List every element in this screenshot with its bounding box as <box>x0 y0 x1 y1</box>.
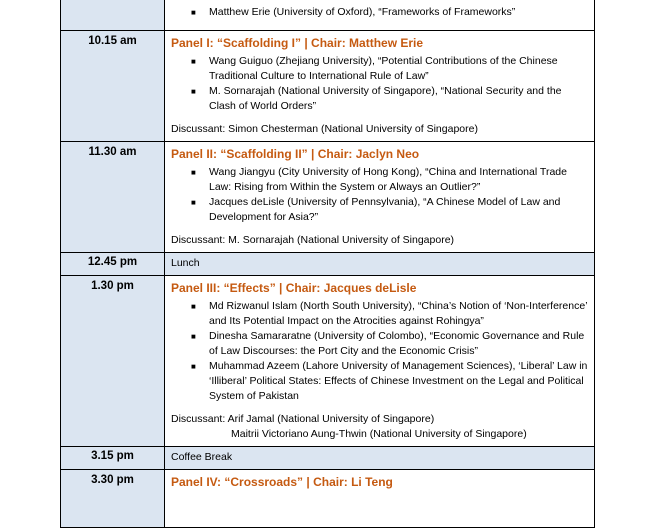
break-label: Lunch <box>171 257 200 269</box>
panel-title: Panel I: “Scaffolding I” | Chair: Matthew Erie <box>171 36 424 50</box>
bullet-icon: ■ <box>191 302 196 311</box>
time-cell: 11.30 am <box>61 142 165 253</box>
talk-item: ■ Muhammad Azeem (Lahore University of Management Sciences), ‘Liberal’ Law in ‘Illiberal’ Political States: Effects of Chinese Investment on the Legal and Political System of Pakistan <box>191 360 588 402</box>
discussant: Discussant: M. Sornarajah (National University of Singapore) <box>171 234 455 246</box>
talk-item: ■ Md Rizwanul Islam (North South University), “China’s Notion of ‘Non-Interference’ and Its Potential Impact on the Atrocities against Rohingya” <box>191 300 588 327</box>
bullet-icon: ■ <box>191 168 196 177</box>
talk-item: ■ Matthew Erie (University of Oxford), “Frameworks of Frameworks” <box>191 6 516 18</box>
schedule-row <box>61 470 595 528</box>
schedule-row <box>61 142 595 253</box>
talk-item: ■ Wang Jiangyu (City University of Hong Kong), “China and International Trade Law: Rising from Within the System or Always an Outlier?” <box>191 166 567 193</box>
bullet-icon: ■ <box>191 87 196 96</box>
time-cell: 3.30 pm <box>61 470 165 528</box>
schedule-table <box>60 0 595 528</box>
talk-list <box>171 5 588 20</box>
content-cell <box>165 142 595 253</box>
bullet-icon: ■ <box>191 8 196 17</box>
content-cell <box>165 470 595 528</box>
bullet-icon: ■ <box>191 332 196 341</box>
panel-title: Panel III: “Effects” | Chair: Jacques deLisle <box>171 281 417 295</box>
break-label: Coffee Break <box>171 451 233 463</box>
talk-item: ■ M. Sornarajah (National University of Singapore), “National Security and the Clash of World Orders” <box>191 85 562 112</box>
content-cell <box>165 253 595 276</box>
talk-item: ■ Jacques deLisle (University of Pennsylvania), “A Chinese Model of Law and Development for Asia?” <box>191 196 561 223</box>
schedule-row <box>61 31 595 142</box>
panel-title: Panel IV: “Crossroads” | Chair: Li Teng <box>171 475 393 489</box>
time-cell <box>61 0 165 31</box>
time-cell: 1.30 pm <box>61 276 165 447</box>
discussant: Discussant: Arif Jamal (National University of Singapore) <box>171 413 435 425</box>
schedule-row <box>61 447 595 470</box>
bullet-icon: ■ <box>191 57 196 66</box>
content-cell <box>165 447 595 470</box>
schedule-row <box>61 0 595 31</box>
time-cell: 3.15 pm <box>61 447 165 470</box>
content-cell <box>165 31 595 142</box>
talk-item: ■ Wang Guiguo (Zhejiang University), “Potential Contributions of the Chinese Traditional Culture to International Rule of Law” <box>191 55 558 82</box>
discussant-second: Maitrii Victoriano Aung-Thwin (National University of Singapore) <box>231 428 527 440</box>
panel-title: Panel II: “Scaffolding II” | Chair: Jaclyn Neo <box>171 147 420 161</box>
talk-list <box>171 299 588 404</box>
content-cell <box>165 0 595 31</box>
schedule-row <box>61 276 595 447</box>
bullet-icon: ■ <box>191 198 196 207</box>
schedule-row <box>61 253 595 276</box>
talk-item: ■ Dinesha Samararatne (University of Colombo), “Economic Governance and Rule of Law Discourses: the Port City and the Economic Crisis” <box>191 330 585 357</box>
discussant: Discussant: Simon Chesterman (National University of Singapore) <box>171 123 478 135</box>
time-cell: 10.15 am <box>61 31 165 142</box>
talk-list <box>171 54 588 114</box>
time-cell: 12.45 pm <box>61 253 165 276</box>
bullet-icon: ■ <box>191 362 196 371</box>
content-cell <box>165 276 595 447</box>
talk-list <box>171 165 588 225</box>
